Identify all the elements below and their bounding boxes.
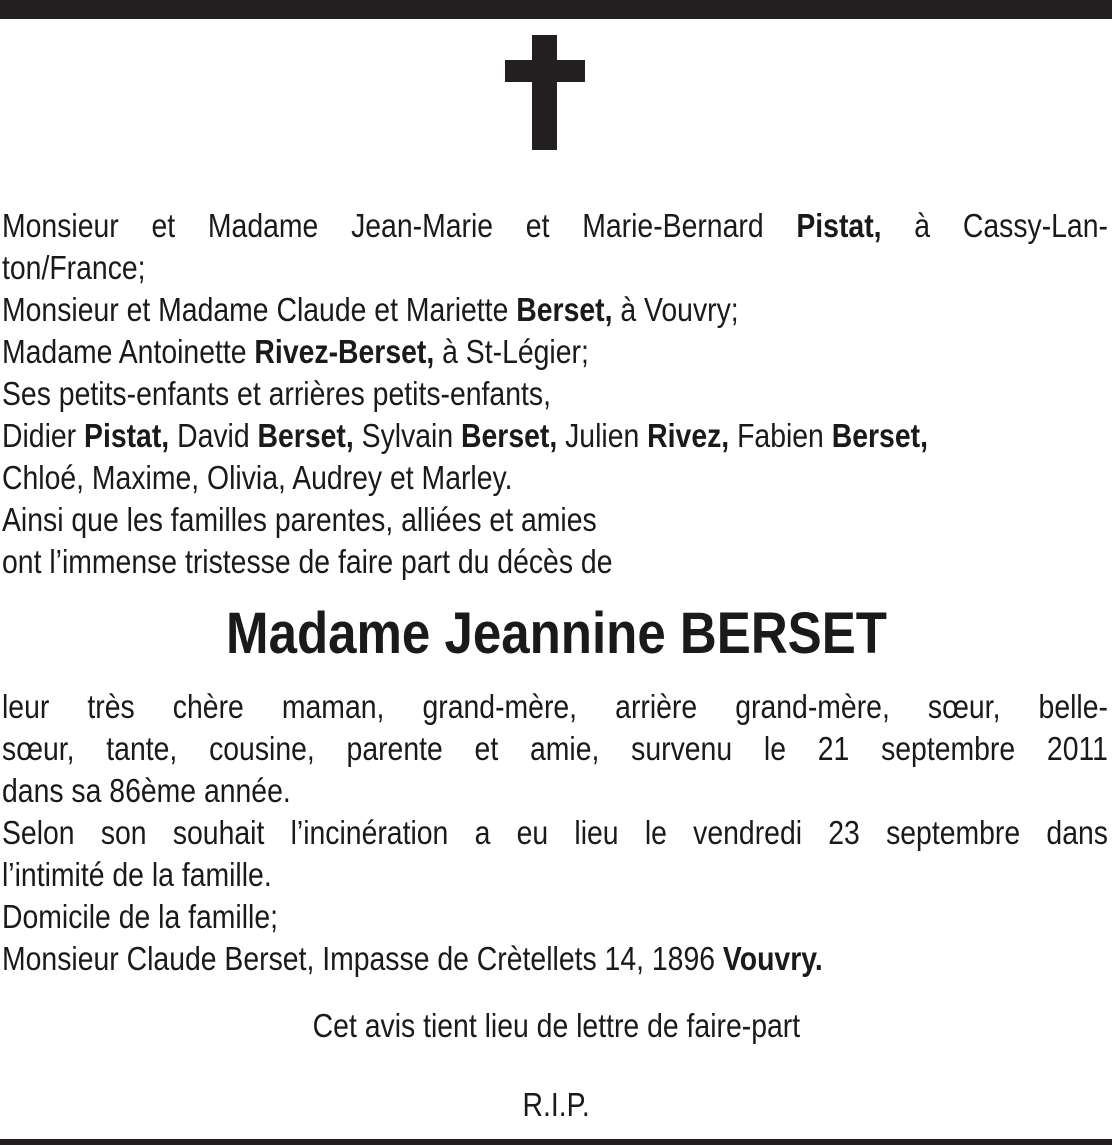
notice-text: Cet avis tient lieu de lettre de faire-part	[312, 1007, 800, 1044]
details-section	[2, 686, 1108, 980]
family-line: ton/France;	[2, 249, 146, 286]
detail-line: dans sa 86ème année.	[2, 772, 291, 809]
rip-text: R.I.P.	[522, 1086, 590, 1123]
family-section	[2, 205, 1108, 583]
detail-line: Domicile de la famille;	[2, 898, 279, 935]
detail-line: Selon son souhait l’incinération a eu lieu le vendredi 23 septembre dans	[2, 814, 1108, 851]
top-rule	[0, 0, 1112, 19]
family-line: Monsieur et Madame Claude et Mariette Berset, à Vouvry;	[2, 291, 739, 328]
address-line: Monsieur Claude Berset, Impasse de Crètellets 14, 1896 Vouvry.	[2, 940, 823, 977]
grandchildren-line: Didier Pistat, David Berset, Sylvain Berset, Julien Rivez, Fabien Berset,	[2, 417, 928, 454]
family-line: Ainsi que les familles parentes, alliées et amies	[2, 501, 597, 538]
family-line: Ses petits-enfants et arrières petits-enfants,	[2, 375, 551, 412]
detail-line: l’intimité de la famille.	[2, 856, 272, 893]
family-line: Chloé, Maxime, Olivia, Audrey et Marley.	[2, 459, 513, 496]
family-line: Madame Antoinette Rivez-Berset, à St-Légier;	[2, 333, 589, 370]
detail-line: sœur, tante, cousine, parente et amie, survenu le 21 septembre 2011	[2, 730, 1108, 767]
deceased-name: Madame Jeannine BERSET	[225, 601, 887, 666]
detail-line: leur très chère maman, grand-mère, arrière grand-mère, sœur, belle-	[2, 688, 1108, 725]
cross-icon	[505, 35, 585, 150]
family-line: ont l’immense tristesse de faire part du décès de	[2, 543, 613, 580]
bottom-rule	[0, 1139, 1112, 1145]
family-line: Monsieur et Madame Jean-Marie et Marie-Bernard Pistat, à Cassy-Lan-	[2, 207, 1108, 244]
